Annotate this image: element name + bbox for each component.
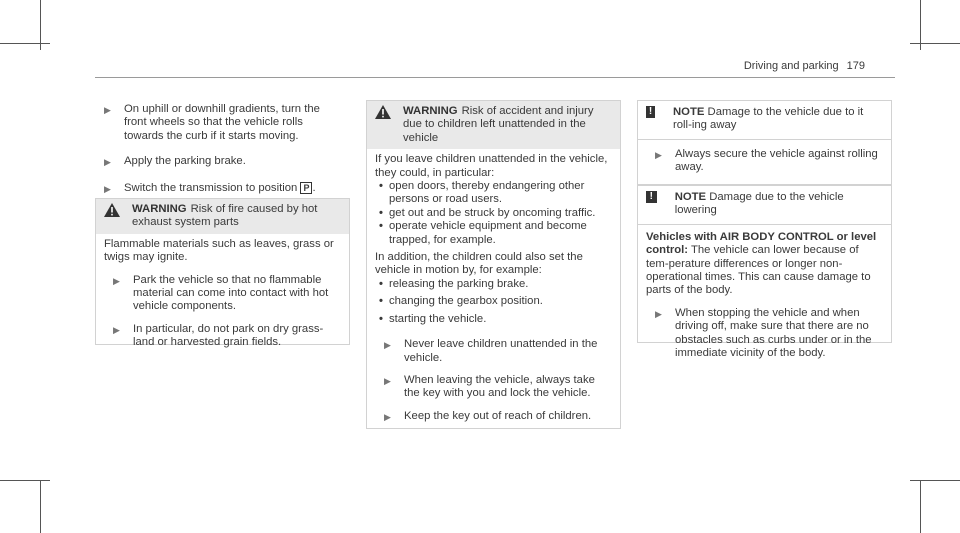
- list-item-text: get out and be struck by oncoming traffic.: [389, 206, 596, 219]
- bullet-icon: •: [379, 312, 383, 325]
- bullet-icon: •: [379, 295, 383, 308]
- page-number: 179: [846, 60, 865, 72]
- crop-mark: [920, 480, 921, 533]
- arrow-right-icon: ▶: [104, 157, 111, 168]
- warning-triangle-icon: [375, 105, 393, 123]
- note-header: [638, 101, 891, 133]
- warning-intro: If you leave children unattended in the vehicle, they could, in particular:: [375, 153, 608, 179]
- list-item-text: starting the vehicle.: [389, 312, 487, 325]
- list-item-text: releasing the parking brake.: [389, 277, 529, 290]
- note-body-text: The vehicle can lower because of tem-perature differences or longer non-operational times. This can cause damage to parts of the body.: [646, 244, 871, 297]
- step: [375, 410, 612, 424]
- step: [646, 307, 883, 361]
- step-text: On uphill or downhill gradients, turn the front wheels so that the vehicle rolls towards the curb if it starts moving.: [124, 103, 320, 142]
- step-text-part: .: [312, 181, 316, 194]
- step-text: Keep the key out of reach of children.: [404, 409, 592, 422]
- step: [646, 148, 883, 175]
- note-text: [646, 231, 883, 298]
- step-text-part: Switch the transmission to position: [124, 181, 298, 194]
- header-rule: [95, 77, 895, 78]
- arrow-right-icon: ▶: [384, 411, 391, 422]
- step-text: Apply the parking brake.: [124, 155, 246, 168]
- step: [104, 182, 344, 196]
- step: [104, 155, 344, 169]
- step: [375, 374, 612, 401]
- list-item-text: operate vehicle equipment and become trapped, for example.: [389, 220, 587, 246]
- note-header: [638, 185, 891, 218]
- note-title: Damage due to the vehicle lowering: [674, 191, 844, 217]
- warning-label: WARNING: [403, 105, 458, 117]
- note-body: [638, 224, 891, 361]
- step-text: When stopping the vehicle and when driving off, make sure that there are no obstacles such as curbs under or in the immediate vicinity of the body.: [675, 306, 872, 360]
- bullet-icon: •: [379, 220, 383, 233]
- warning-title-block: [403, 105, 612, 145]
- column-1: [104, 103, 344, 196]
- crop-mark: [40, 0, 41, 50]
- crop-mark: [910, 43, 960, 44]
- section-title: Driving and parking: [743, 60, 839, 72]
- arrow-right-icon: ▶: [113, 275, 120, 286]
- list-item: [375, 220, 612, 247]
- list-item: [375, 278, 612, 291]
- step-text: [124, 182, 316, 195]
- note-body: [638, 139, 891, 175]
- crop-mark: [0, 480, 50, 481]
- arrow-right-icon: ▶: [384, 375, 391, 386]
- arrow-right-icon: ▶: [104, 105, 111, 115]
- bullet-icon: •: [379, 206, 383, 219]
- note-title-block: [667, 191, 883, 218]
- step: [104, 323, 341, 350]
- bullet-icon: •: [379, 180, 383, 193]
- warning-box-fire: [95, 198, 350, 349]
- warning-intro-2: In addition, the children could also set the vehicle in motion by, for example:: [375, 251, 583, 277]
- warning-header: [96, 199, 349, 234]
- crop-mark: [910, 480, 960, 481]
- bullet-icon: •: [379, 277, 383, 290]
- warning-triangle-icon: [104, 203, 122, 221]
- step: [375, 338, 612, 365]
- crop-mark: [40, 480, 41, 533]
- note-label: NOTE: [673, 106, 705, 118]
- crop-mark: [920, 0, 921, 50]
- note-box-lowering: [637, 184, 892, 360]
- step-text: In particular, do not park on dry grass-land or harvested grain fields.: [133, 322, 324, 349]
- arrow-right-icon: ▶: [104, 183, 111, 194]
- list-item: [375, 295, 612, 308]
- warning-label: WARNING: [132, 203, 187, 215]
- warning-body: Flammable materials such as leaves, grass or twigs may ignite.: [104, 237, 334, 264]
- step-text: Never leave children unattended in the vehicle.: [404, 338, 598, 364]
- note-title-block: [665, 106, 883, 133]
- page-header: [744, 60, 865, 73]
- note-exclamation-icon: !: [646, 106, 655, 118]
- list-item-text: changing the gearbox position.: [389, 295, 543, 308]
- crop-mark: [0, 43, 50, 44]
- warning-header: [367, 101, 620, 149]
- step: [104, 103, 344, 143]
- arrow-right-icon: ▶: [655, 149, 662, 160]
- warning-box-children: [366, 100, 621, 429]
- step-text: When leaving the vehicle, always take the key with you and lock the vehicle.: [404, 373, 595, 400]
- warning-title: Risk of accident and injury due to children left unattended in the vehicle: [403, 105, 594, 144]
- warning-title: Risk of fire caused by hot exhaust system parts: [132, 203, 318, 229]
- step: [104, 274, 341, 314]
- list-item: [375, 313, 612, 326]
- arrow-right-icon: ▶: [113, 324, 120, 335]
- list-item-text: open doors, thereby endangering other persons or road users.: [389, 180, 585, 206]
- arrow-right-icon: ▶: [655, 308, 662, 319]
- note-box-rolling: [637, 100, 892, 186]
- park-position-key: P: [300, 182, 312, 194]
- note-label: NOTE: [674, 191, 707, 203]
- list-item: [375, 207, 612, 220]
- arrow-right-icon: ▶: [384, 340, 391, 351]
- note-title: Damage to the vehicle due to it roll-ing away: [673, 106, 864, 132]
- step-text: Always secure the vehicle against rolling away.: [675, 147, 878, 174]
- warning-title-block: [132, 203, 341, 230]
- note-exclamation-icon: !: [646, 191, 657, 203]
- note-subheading: Vehicles with AIR BODY CONTROL or level control:: [646, 230, 877, 257]
- list-item: [375, 180, 612, 207]
- step-text: Park the vehicle so that no flammable material can come into contact with hot vehicle components.: [133, 273, 329, 313]
